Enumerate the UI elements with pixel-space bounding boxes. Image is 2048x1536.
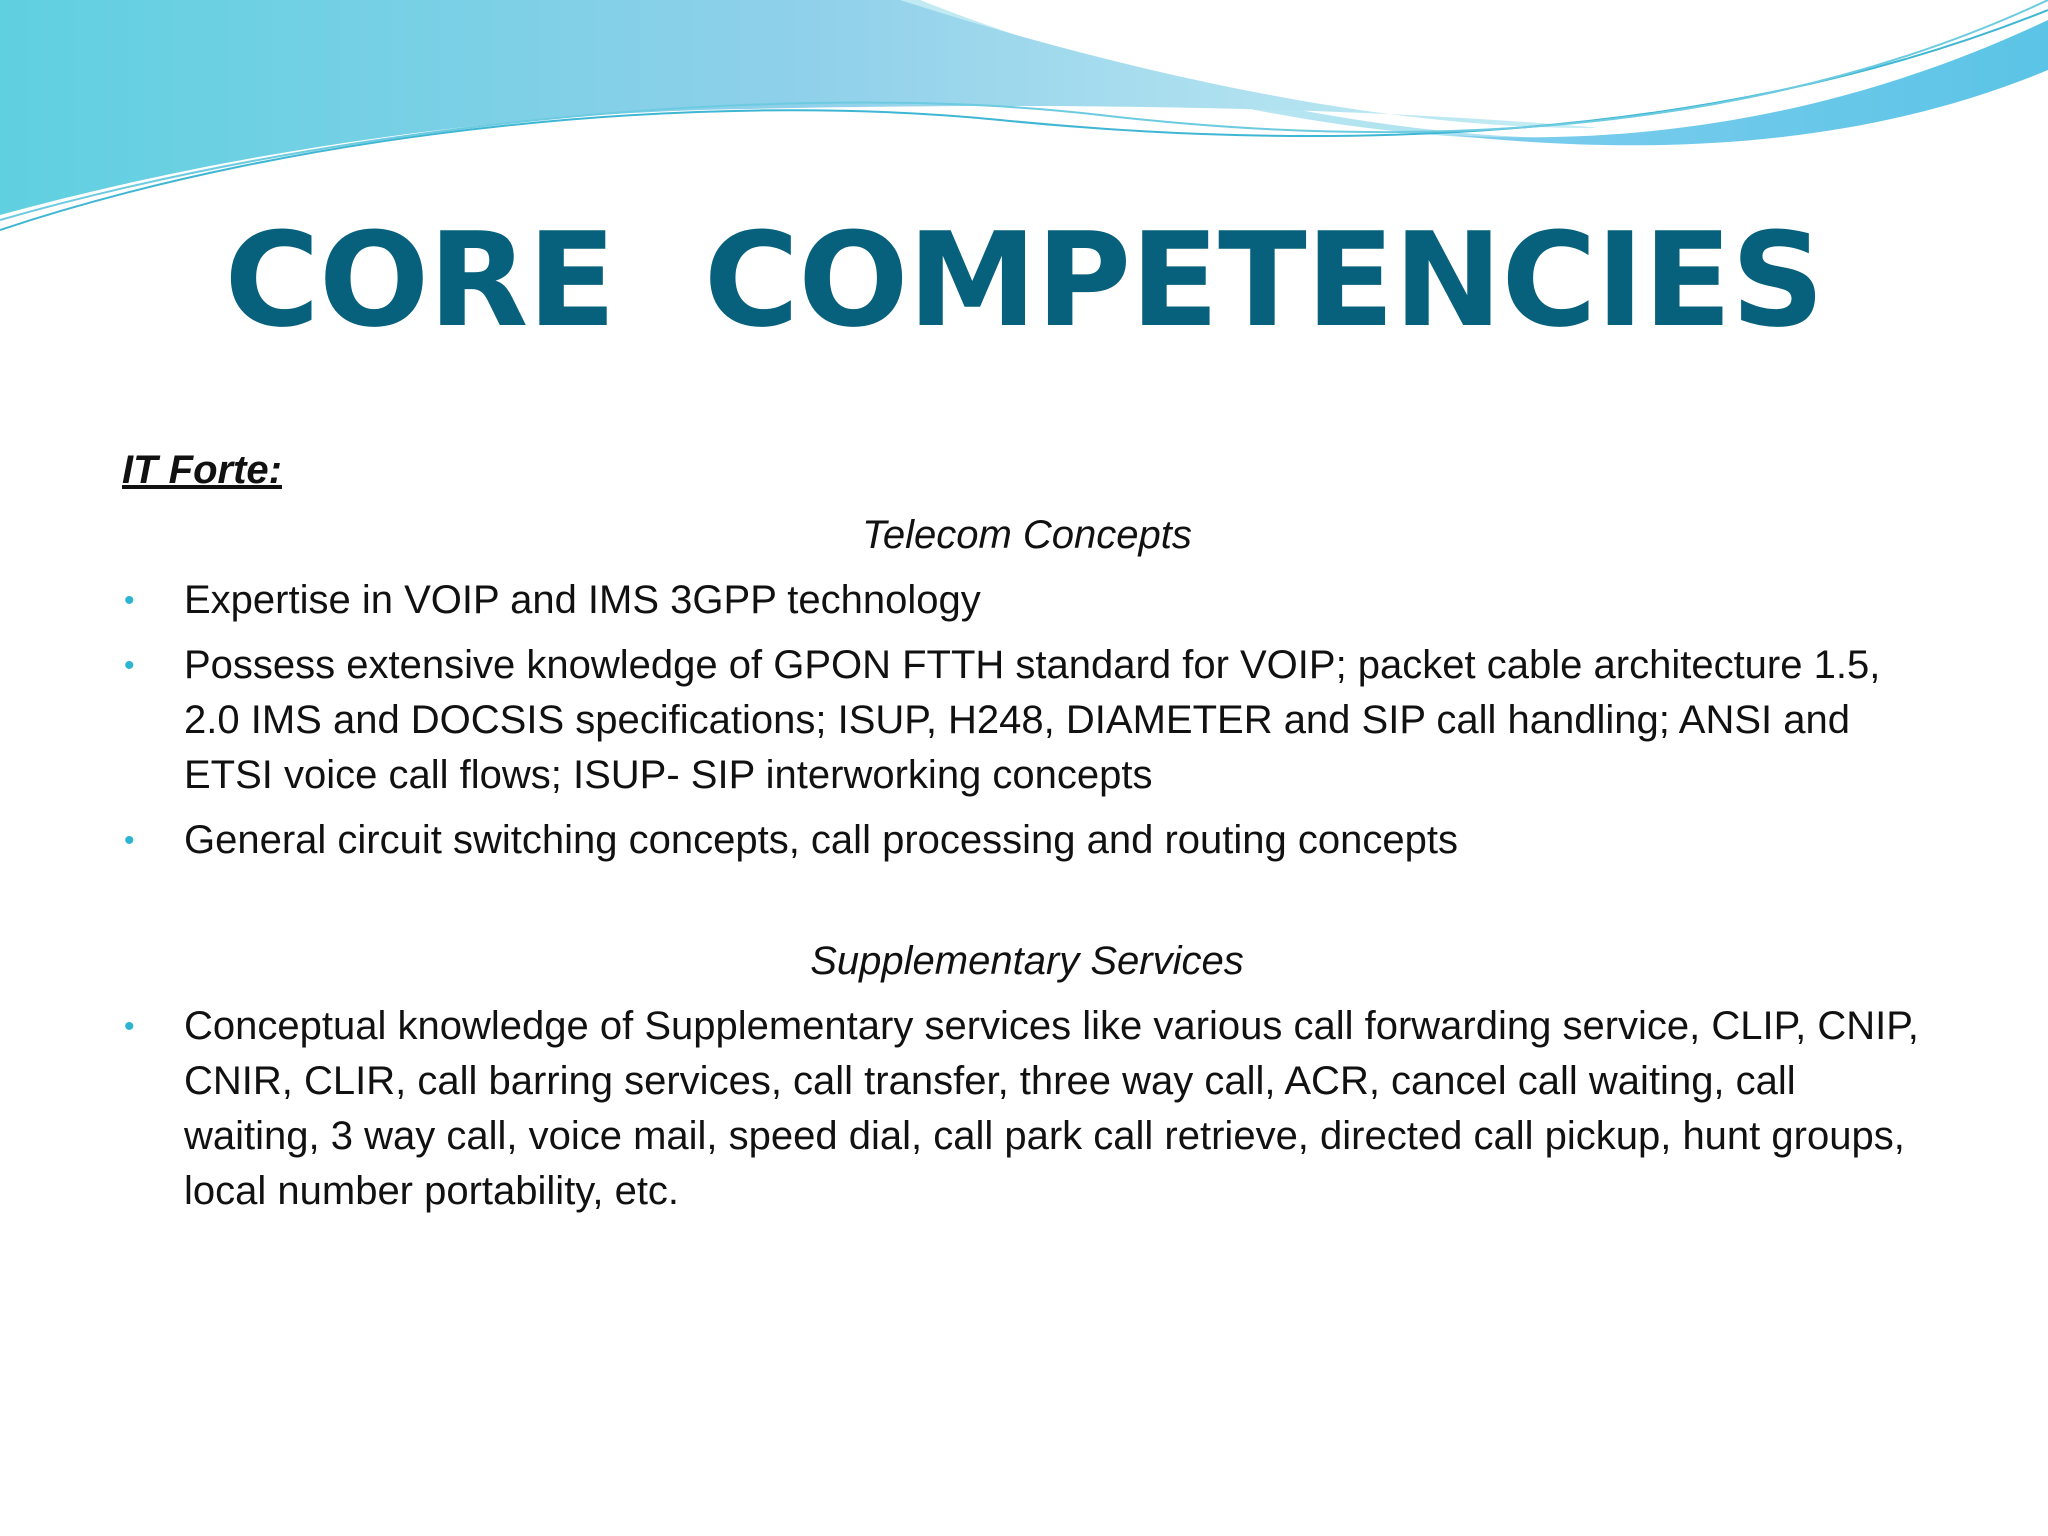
- bullet-text: Expertise in VOIP and IMS 3GPP technology: [184, 578, 981, 622]
- subheading-supplementary-services: Supplementary Services: [810, 939, 1244, 983]
- bullet-text: Possess extensive knowledge of GPON FTTH standard for VOIP; packet cable architecture 1.5, 2.0 IMS and DOCSIS specifications; ISUP, H248, DIAMETER and SIP call handling; ANSI and ETSI voice call flows; ISUP- SIP interworking concepts: [184, 643, 1881, 797]
- bullet-item: [122, 813, 1932, 868]
- bullet-item: [122, 573, 1932, 628]
- slide-content: [122, 443, 1932, 1229]
- bullet-dot-icon: •: [124, 1010, 135, 1043]
- spacer: [122, 878, 1932, 934]
- bullet-text: Conceptual knowledge of Supplementary services like various call forwarding service, CLIP, CNIP, CNIR, CLIR, call barring services, call transfer, three way call, ACR, cancel call waiting, call waiting, 3 way call, voice mail, speed dial, call park call retrieve, directed call pickup, hunt groups, local number portability, etc.: [184, 1004, 1919, 1213]
- section-heading: IT Forte:: [122, 448, 282, 492]
- bullet-item: [122, 999, 1932, 1219]
- subheading-telecom-concepts: Telecom Concepts: [862, 513, 1192, 557]
- bullet-dot-icon: •: [124, 649, 135, 682]
- bullet-list-supplementary: [122, 999, 1932, 1219]
- bullet-dot-icon: •: [124, 584, 135, 617]
- bullet-list-telecom: [122, 573, 1932, 868]
- slide-title: CORE COMPETENCIES: [224, 204, 1824, 356]
- bullet-text: General circuit switching concepts, call processing and routing concepts: [184, 818, 1458, 862]
- bullet-item: [122, 638, 1932, 803]
- bullet-dot-icon: •: [124, 824, 135, 857]
